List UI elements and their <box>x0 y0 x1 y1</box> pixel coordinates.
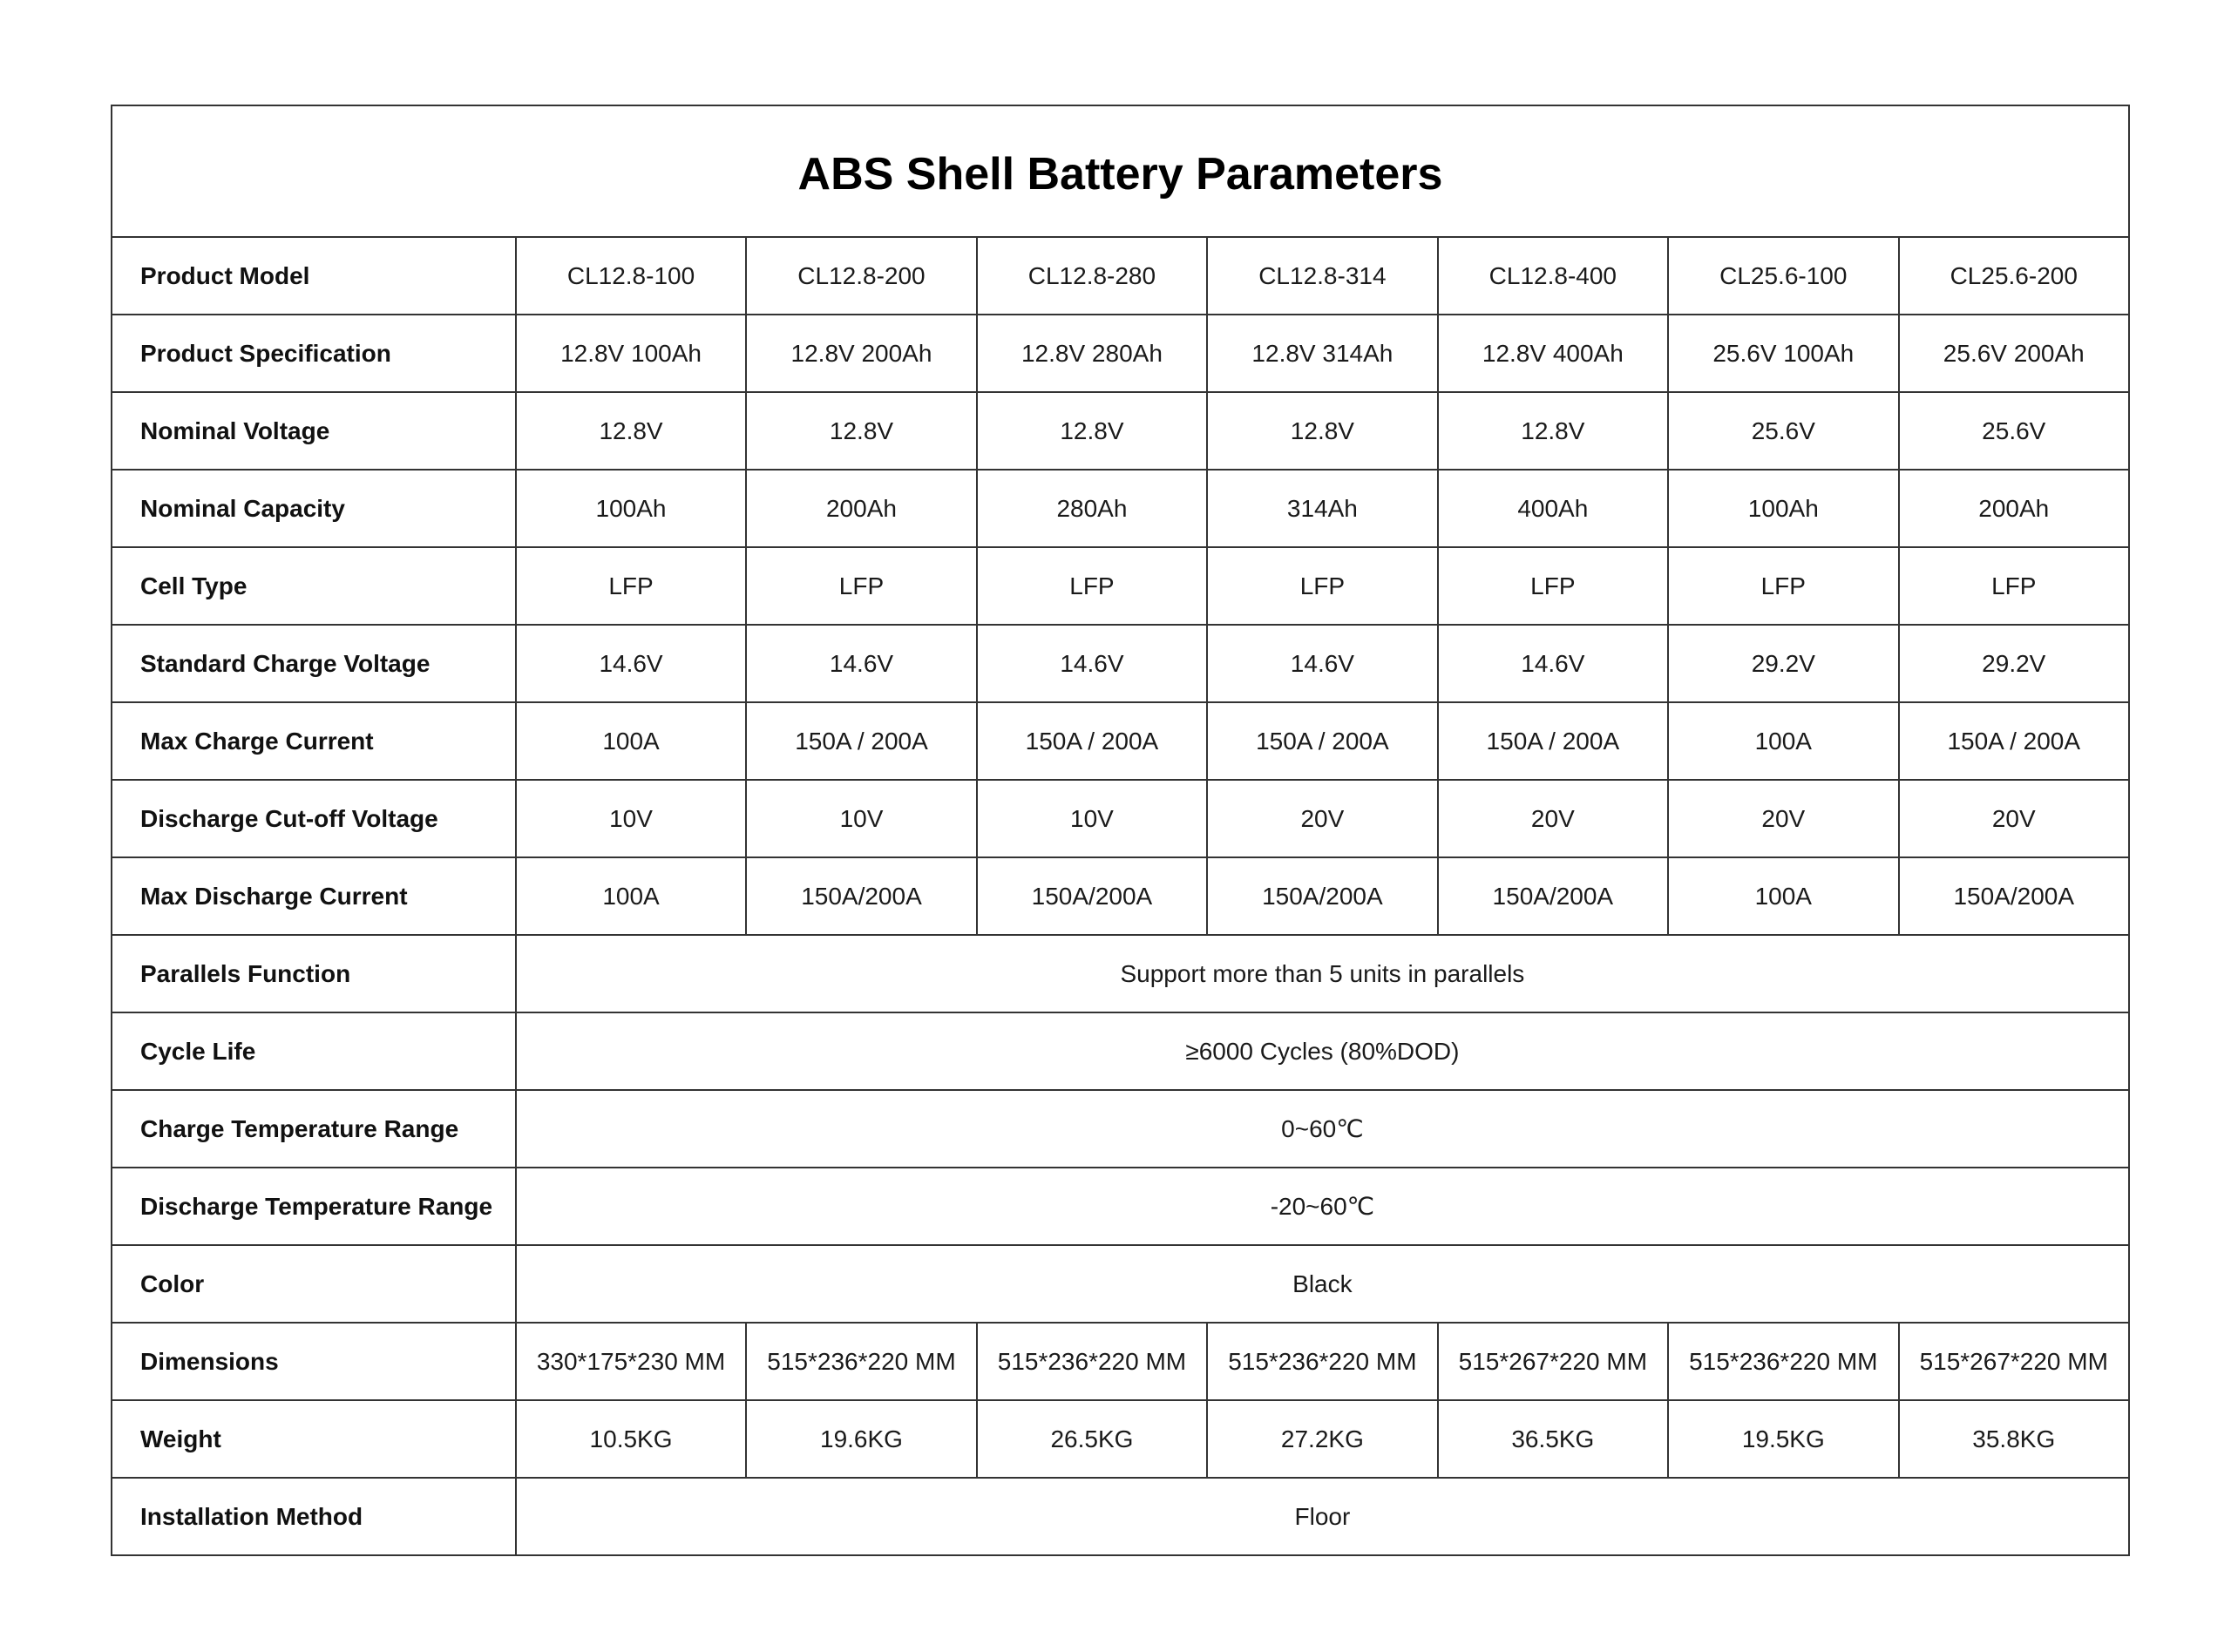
value-cell: LFP <box>516 547 746 625</box>
table-row <box>112 547 2129 625</box>
value-cell: 150A/200A <box>1438 857 1668 935</box>
row-label: Product Specification <box>112 315 516 392</box>
value-cell: 14.6V <box>1207 625 1437 702</box>
value-cell: 29.2V <box>1668 625 1898 702</box>
row-label: Nominal Capacity <box>112 470 516 547</box>
row-label: Charge Temperature Range <box>112 1090 516 1168</box>
value-cell: 14.6V <box>516 625 746 702</box>
value-cell: 12.8V 400Ah <box>1438 315 1668 392</box>
value-cell: 10V <box>977 780 1207 857</box>
row-label: Color <box>112 1245 516 1323</box>
row-label: Parallels Function <box>112 935 516 1012</box>
value-cell: 14.6V <box>1438 625 1668 702</box>
value-cell: 12.8V <box>977 392 1207 470</box>
value-cell: 25.6V 100Ah <box>1668 315 1898 392</box>
value-cell: 100A <box>516 857 746 935</box>
merged-value-cell: 0~60℃ <box>516 1090 2129 1168</box>
value-cell: 150A/200A <box>977 857 1207 935</box>
table-row <box>112 1168 2129 1245</box>
value-cell: 100A <box>1668 702 1898 780</box>
value-cell: CL12.8-314 <box>1207 237 1437 315</box>
value-cell: 150A / 200A <box>977 702 1207 780</box>
value-cell: 12.8V 314Ah <box>1207 315 1437 392</box>
value-cell: 150A / 200A <box>1207 702 1437 780</box>
value-cell: 20V <box>1899 780 2129 857</box>
value-cell: 200Ah <box>1899 470 2129 547</box>
value-cell: 515*267*220 MM <box>1438 1323 1668 1400</box>
table-row <box>112 857 2129 935</box>
value-cell: 515*236*220 MM <box>977 1323 1207 1400</box>
value-cell: 150A / 200A <box>746 702 976 780</box>
row-label: Cell Type <box>112 547 516 625</box>
value-cell: 150A/200A <box>746 857 976 935</box>
table-row <box>112 1323 2129 1400</box>
row-label: Max Charge Current <box>112 702 516 780</box>
value-cell: CL12.8-100 <box>516 237 746 315</box>
spec-sheet <box>111 105 2130 1556</box>
value-cell: 100A <box>1668 857 1898 935</box>
value-cell: 515*236*220 MM <box>1207 1323 1437 1400</box>
table-row <box>112 1090 2129 1168</box>
value-cell: 12.8V <box>516 392 746 470</box>
value-cell: LFP <box>1207 547 1437 625</box>
merged-value-cell: Support more than 5 units in parallels <box>516 935 2129 1012</box>
title-row <box>112 105 2129 237</box>
battery-parameters-table <box>111 105 2130 1556</box>
value-cell: 10V <box>516 780 746 857</box>
value-cell: 29.2V <box>1899 625 2129 702</box>
row-label: Cycle Life <box>112 1012 516 1090</box>
value-cell: 25.6V <box>1668 392 1898 470</box>
row-label: Product Model <box>112 237 516 315</box>
value-cell: 330*175*230 MM <box>516 1323 746 1400</box>
value-cell: 515*236*220 MM <box>746 1323 976 1400</box>
value-cell: 100Ah <box>516 470 746 547</box>
value-cell: 36.5KG <box>1438 1400 1668 1478</box>
table-row <box>112 470 2129 547</box>
table-row <box>112 1012 2129 1090</box>
value-cell: 12.8V <box>746 392 976 470</box>
value-cell: CL25.6-100 <box>1668 237 1898 315</box>
value-cell: 10.5KG <box>516 1400 746 1478</box>
value-cell: 150A / 200A <box>1438 702 1668 780</box>
table-row <box>112 625 2129 702</box>
value-cell: 20V <box>1207 780 1437 857</box>
value-cell: 515*267*220 MM <box>1899 1323 2129 1400</box>
value-cell: 200Ah <box>746 470 976 547</box>
value-cell: 25.6V 200Ah <box>1899 315 2129 392</box>
row-label: Weight <box>112 1400 516 1478</box>
value-cell: LFP <box>1668 547 1898 625</box>
merged-value-cell: -20~60℃ <box>516 1168 2129 1245</box>
value-cell: LFP <box>1899 547 2129 625</box>
table-body <box>112 105 2129 1555</box>
merged-value-cell: Floor <box>516 1478 2129 1555</box>
table-row <box>112 392 2129 470</box>
value-cell: 25.6V <box>1899 392 2129 470</box>
value-cell: 150A / 200A <box>1899 702 2129 780</box>
row-label: Standard Charge Voltage <box>112 625 516 702</box>
value-cell: CL12.8-400 <box>1438 237 1668 315</box>
value-cell: 12.8V 280Ah <box>977 315 1207 392</box>
value-cell: 10V <box>746 780 976 857</box>
value-cell: 14.6V <box>977 625 1207 702</box>
value-cell: 20V <box>1668 780 1898 857</box>
value-cell: 14.6V <box>746 625 976 702</box>
table-row <box>112 1478 2129 1555</box>
table-row <box>112 1400 2129 1478</box>
value-cell: 19.6KG <box>746 1400 976 1478</box>
value-cell: 19.5KG <box>1668 1400 1898 1478</box>
table-row <box>112 780 2129 857</box>
value-cell: LFP <box>1438 547 1668 625</box>
row-label: Discharge Cut-off Voltage <box>112 780 516 857</box>
row-label: Max Discharge Current <box>112 857 516 935</box>
value-cell: 314Ah <box>1207 470 1437 547</box>
value-cell: 12.8V 100Ah <box>516 315 746 392</box>
value-cell: 35.8KG <box>1899 1400 2129 1478</box>
table-row <box>112 315 2129 392</box>
value-cell: LFP <box>977 547 1207 625</box>
value-cell: 26.5KG <box>977 1400 1207 1478</box>
value-cell: 12.8V 200Ah <box>746 315 976 392</box>
merged-value-cell: ≥6000 Cycles (80%DOD) <box>516 1012 2129 1090</box>
value-cell: 27.2KG <box>1207 1400 1437 1478</box>
value-cell: 280Ah <box>977 470 1207 547</box>
value-cell: 150A/200A <box>1207 857 1437 935</box>
value-cell: CL12.8-280 <box>977 237 1207 315</box>
table-row <box>112 237 2129 315</box>
value-cell: 100A <box>516 702 746 780</box>
value-cell: 515*236*220 MM <box>1668 1323 1898 1400</box>
table-row <box>112 1245 2129 1323</box>
table-row <box>112 702 2129 780</box>
row-label: Dimensions <box>112 1323 516 1400</box>
value-cell: 12.8V <box>1438 392 1668 470</box>
value-cell: 20V <box>1438 780 1668 857</box>
table-row <box>112 935 2129 1012</box>
value-cell: 12.8V <box>1207 392 1437 470</box>
value-cell: 400Ah <box>1438 470 1668 547</box>
row-label: Discharge Temperature Range <box>112 1168 516 1245</box>
value-cell: 150A/200A <box>1899 857 2129 935</box>
table-title: ABS Shell Battery Parameters <box>112 105 2129 237</box>
value-cell: LFP <box>746 547 976 625</box>
value-cell: CL12.8-200 <box>746 237 976 315</box>
row-label: Nominal Voltage <box>112 392 516 470</box>
value-cell: 100Ah <box>1668 470 1898 547</box>
value-cell: CL25.6-200 <box>1899 237 2129 315</box>
row-label: Installation Method <box>112 1478 516 1555</box>
merged-value-cell: Black <box>516 1245 2129 1323</box>
